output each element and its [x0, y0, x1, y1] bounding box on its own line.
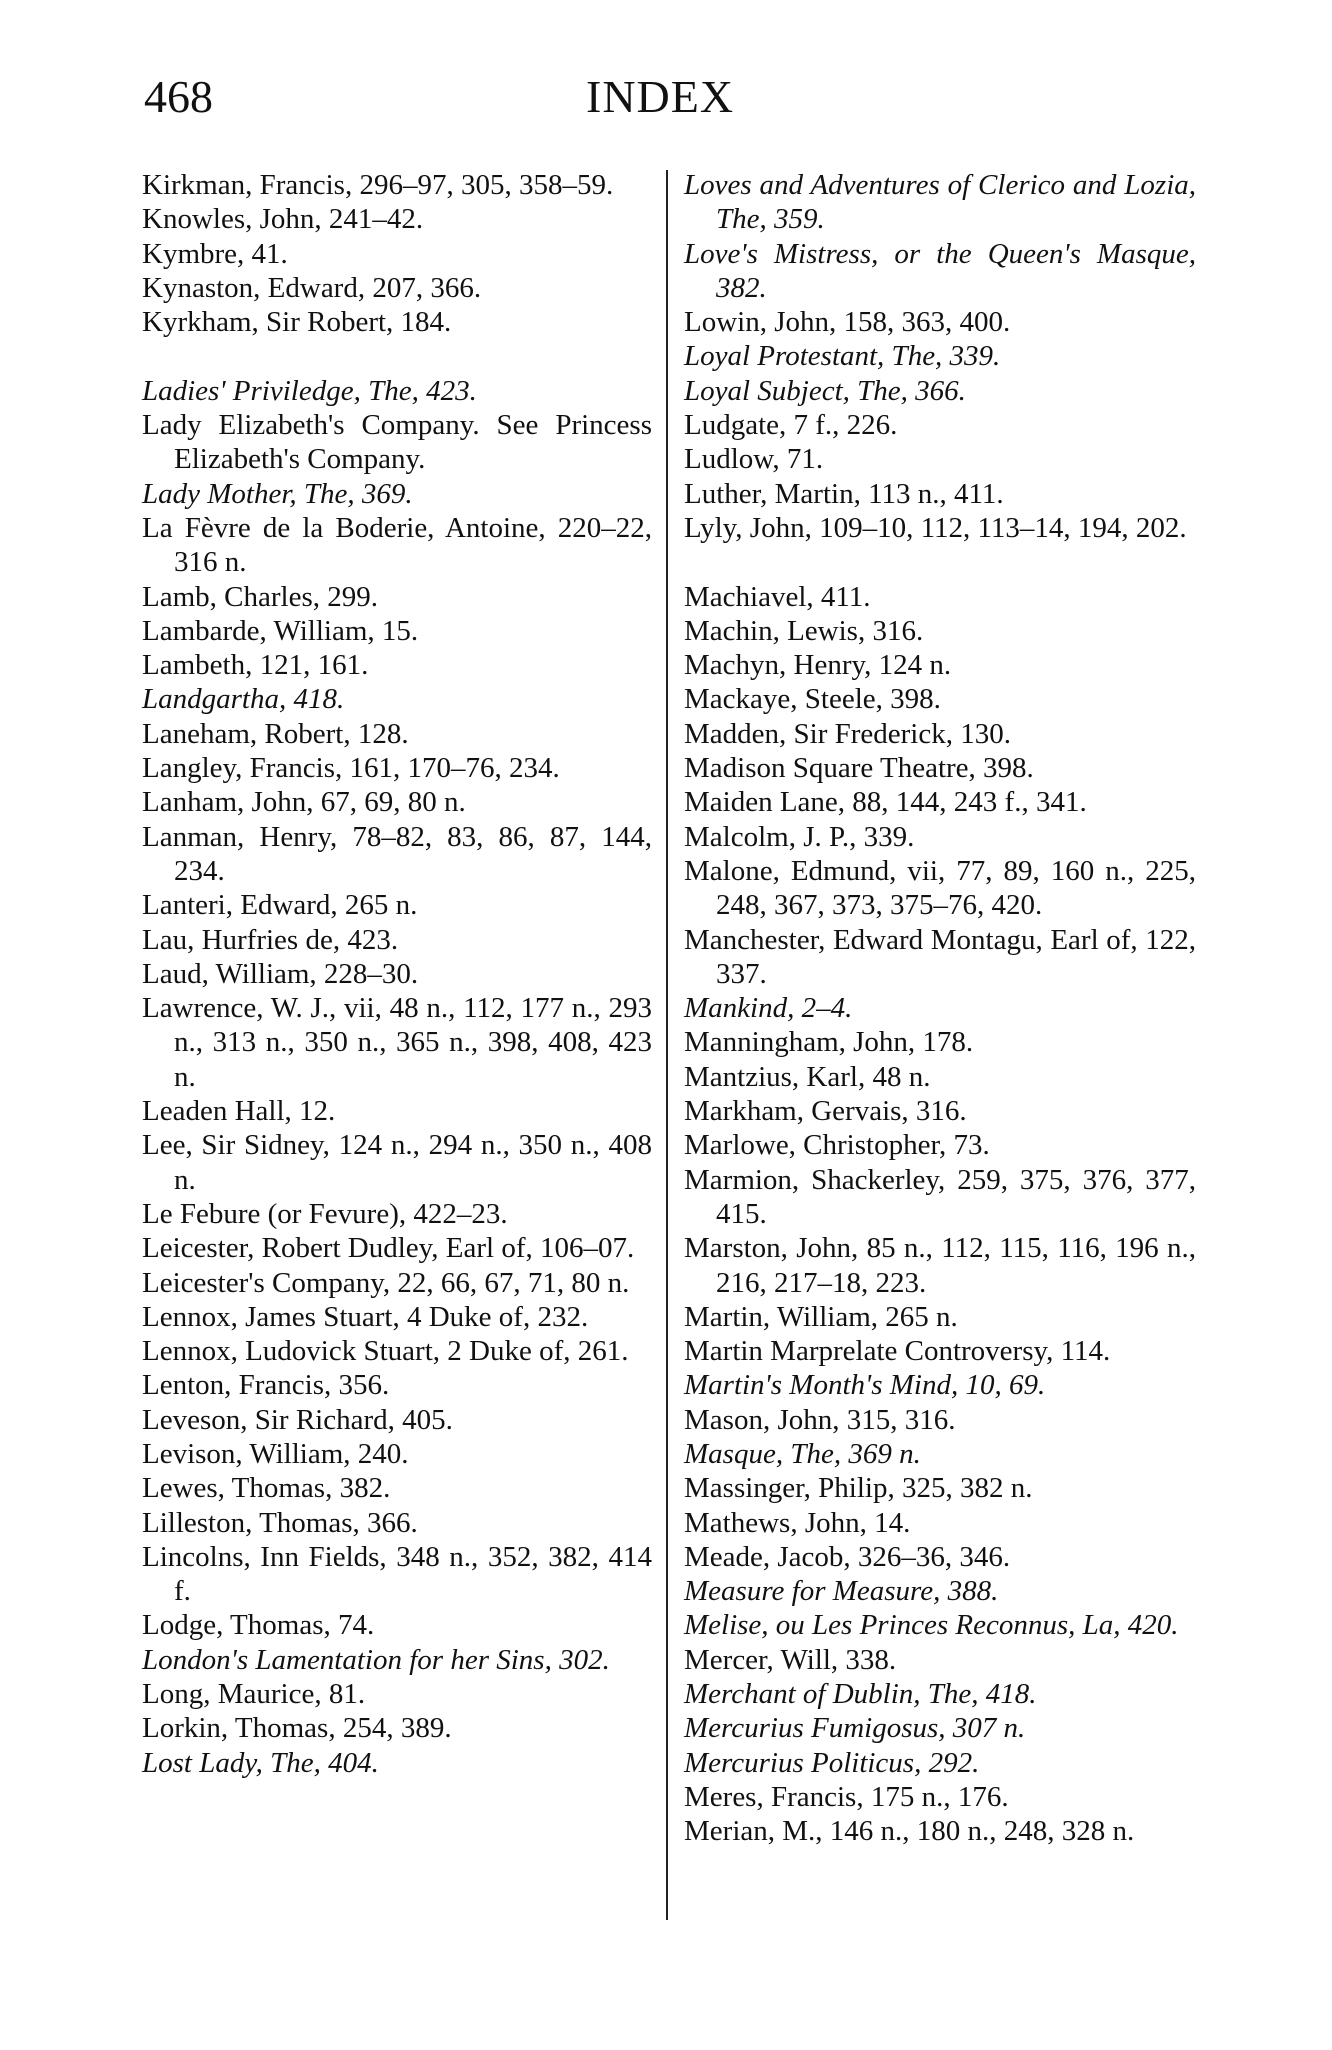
index-entry: Lost Lady, The, 404.: [142, 1746, 379, 1779]
index-entry: Ludgate, 7 f., 226.: [684, 409, 898, 442]
index-entry: Lanteri, Edward, 265 n.: [142, 889, 418, 922]
index-entry: Lambeth, 121, 161.: [142, 649, 369, 682]
index-entry: Mercer, Will, 338.: [684, 1643, 897, 1676]
index-entry: Markham, Gervais, 316.: [684, 1095, 967, 1128]
column-divider: [666, 170, 668, 1920]
index-entry: Merian, M., 146 n., 180 n., 248, 328 n.: [684, 1815, 1135, 1848]
index-entry: Lawrence, W. J., vii, 48 n., 112, 177 n., 293 n., 313 n., 350 n., 365 n., 398, 408, 423 n.: [142, 992, 652, 1093]
index-entry: Maiden Lane, 88, 144, 243 f., 341.: [684, 786, 1087, 819]
index-entry: Loyal Subject, The, 366.: [684, 374, 966, 407]
index-entry: Lyly, John, 109–10, 112, 113–14, 194, 202.: [684, 511, 1187, 544]
index-entry: Lorkin, Thomas, 254, 389.: [142, 1712, 452, 1745]
index-entry: Loyal Protestant, The, 339.: [684, 340, 1001, 373]
index-entry: Mercurius Politicus, 292.: [684, 1746, 980, 1779]
index-entry: Lanman, Henry, 78–82, 83, 86, 87, 144, 234.: [142, 820, 652, 887]
index-entry: Luther, Martin, 113 n., 411.: [684, 477, 1004, 510]
index-entry: Lewes, Thomas, 382.: [142, 1472, 391, 1505]
index-entry: Lilleston, Thomas, 366.: [142, 1506, 418, 1539]
index-entry: Lambarde, William, 15.: [142, 614, 419, 647]
index-entry: Manningham, John, 178.: [684, 1026, 974, 1059]
index-entry: Loves and Adventures of Clerico and Lozia, The, 359.: [684, 169, 1196, 236]
index-entry: Machiavel, 411.: [684, 580, 871, 613]
index-entry: Madison Square Theatre, 398.: [684, 752, 1034, 785]
index-entry: London's Lamentation for her Sins, 302.: [142, 1643, 610, 1676]
index-entry: Meade, Jacob, 326–36, 346.: [684, 1540, 1011, 1573]
index-entry: Meres, Francis, 175 n., 176.: [684, 1780, 1009, 1813]
index-entry: Laud, William, 228–30.: [142, 957, 419, 990]
index-entry: Madden, Sir Frederick, 130.: [684, 717, 1011, 750]
index-entry: Kymbre, 41.: [142, 237, 288, 270]
index-entry: Lennox, Ludovick Stuart, 2 Duke of, 261.: [142, 1335, 629, 1368]
index-entry: Lamb, Charles, 299.: [142, 580, 378, 613]
index-entry: Lee, Sir Sidney, 124 n., 294 n., 350 n., 408 n.: [142, 1129, 652, 1196]
index-entry: Mercurius Fumigosus, 307 n.: [684, 1712, 1026, 1745]
index-entry: Leicester, Robert Dudley, Earl of, 106–07.: [142, 1232, 635, 1265]
index-entry: Melise, ou Les Princes Reconnus, La, 420.: [684, 1609, 1179, 1642]
index-entry: Ludlow, 71.: [684, 443, 824, 476]
page-number: 468: [144, 71, 213, 122]
index-entry: Mantzius, Karl, 48 n.: [684, 1060, 931, 1093]
index-entry: Martin Marprelate Controversy, 114.: [684, 1335, 1111, 1368]
index-entry: Marmion, Shackerley, 259, 375, 376, 377, 415.: [684, 1163, 1196, 1230]
index-entry: Leicester's Company, 22, 66, 67, 71, 80 n.: [142, 1266, 630, 1299]
index-entry: Machin, Lewis, 316.: [684, 614, 924, 647]
index-entry: Mackaye, Steele, 398.: [684, 683, 941, 716]
index-entry: Long, Maurice, 81.: [142, 1678, 366, 1711]
index-entry: Mankind, 2–4.: [684, 992, 853, 1025]
index-entry: Mason, John, 315, 316.: [684, 1403, 956, 1436]
index-entry: Lady Elizabeth's Company. See Princess Elizabeth's Company.: [142, 409, 652, 476]
index-entry: Massinger, Philip, 325, 382 n.: [684, 1472, 1033, 1505]
section-gap: [142, 339, 652, 373]
index-column-left: [142, 168, 652, 1780]
index-entry: Masque, The, 369 n.: [684, 1437, 921, 1470]
index-entry: Malcolm, J. P., 339.: [684, 820, 915, 853]
index-entry: Martin, William, 265 n.: [684, 1300, 958, 1333]
index-entry: Lanham, John, 67, 69, 80 n.: [142, 786, 466, 819]
index-entry: Laneham, Robert, 128.: [142, 717, 409, 750]
index-entry: La Fèvre de la Boderie, Antoine, 220–22, 316 n.: [142, 511, 652, 579]
index-column-right: [684, 168, 1196, 1849]
index-entry: Machyn, Henry, 124 n.: [684, 649, 952, 682]
index-entry: Mathews, John, 14.: [684, 1506, 911, 1539]
index-entry: Knowles, John, 241–42.: [142, 203, 424, 236]
index-entry: Langley, Francis, 161, 170–76, 234.: [142, 752, 560, 785]
index-entry: Lodge, Thomas, 74.: [142, 1609, 375, 1642]
index-entry: Landgartha, 418.: [142, 683, 345, 716]
index-entry: Lenton, Francis, 356.: [142, 1369, 390, 1402]
index-entry: Kynaston, Edward, 207, 366.: [142, 271, 482, 304]
index-entry: Love's Mistress, or the Queen's Masque, 382.: [684, 237, 1196, 304]
index-entry: Levison, William, 240.: [142, 1437, 409, 1470]
index-entry: Malone, Edmund, vii, 77, 89, 160 n., 225, 248, 367, 373, 375–76, 420.: [684, 854, 1196, 922]
index-entry: Lennox, James Stuart, 4 Duke of, 232.: [142, 1300, 589, 1333]
index-entry: Martin's Month's Mind, 10, 69.: [684, 1369, 1046, 1402]
index-entry: Lady Mother, The, 369.: [142, 477, 413, 510]
index-entry: Measure for Measure, 388.: [684, 1575, 999, 1608]
index-entry: Leaden Hall, 12.: [142, 1095, 336, 1128]
section-gap: [684, 545, 1196, 579]
index-entry: Le Febure (or Fevure), 422–23.: [142, 1197, 508, 1230]
index-entry: Lau, Hurfries de, 423.: [142, 923, 399, 956]
index-entry: Kyrkham, Sir Robert, 184.: [142, 306, 452, 339]
index-entry: Manchester, Edward Montagu, Earl of, 122, 337.: [684, 923, 1196, 990]
index-entry: Leveson, Sir Richard, 405.: [142, 1403, 453, 1436]
index-entry: Merchant of Dublin, The, 418.: [684, 1678, 1037, 1711]
index-entry: Marston, John, 85 n., 112, 115, 116, 196 n., 216, 217–18, 223.: [684, 1232, 1196, 1299]
page-title: INDEX: [586, 71, 735, 122]
index-entry: Ladies' Priviledge, The, 423.: [142, 374, 477, 407]
index-entry: Marlowe, Christopher, 73.: [684, 1129, 990, 1162]
index-entry: Kirkman, Francis, 296–97, 305, 358–59.: [142, 169, 614, 201]
index-entry: Lowin, John, 158, 363, 400.: [684, 306, 1011, 339]
index-entry: Lincolns, Inn Fields, 348 n., 352, 382, 414 f.: [142, 1540, 652, 1608]
